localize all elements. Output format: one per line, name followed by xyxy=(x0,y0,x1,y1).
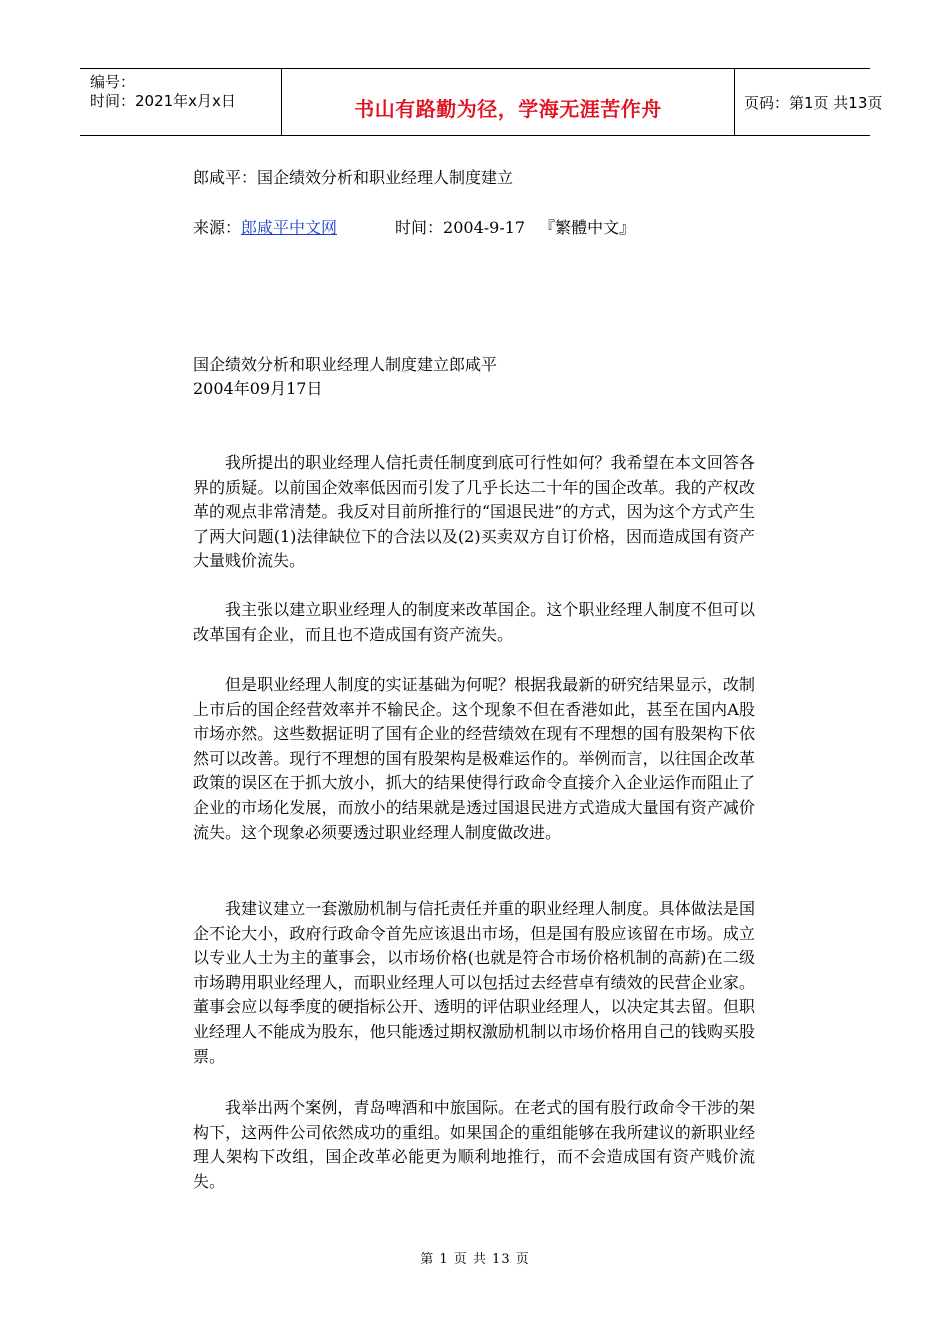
source-link[interactable]: 郎咸平中文网 xyxy=(241,218,338,237)
source-label: 来源： xyxy=(193,218,242,237)
header-info-cell xyxy=(80,69,282,135)
article-title: 郎咸平：国企绩效分析和职业经理人制度建立 xyxy=(193,168,514,187)
article-date: 2004年09月17日 xyxy=(193,379,323,398)
article-meta xyxy=(193,215,635,238)
document-header xyxy=(80,68,883,136)
article-time: 时间：2004-9-17 xyxy=(395,218,526,237)
traditional-chinese-link[interactable]: 『繁體中文』 xyxy=(539,218,636,237)
header-motto-cell xyxy=(282,69,735,135)
paragraph: 但是职业经理人制度的实证基础为何呢？根据我最新的研究结果显示，改制上市后的国企经营效率并不输民企。这个现象不但在香港如此，甚至在国内A股市场亦然。这些数据证明了国有企业的经营绩效在现有不理想的国有股架构下依然可以改善。现行不理想的国有股架构是极难运作的。举例而言，以往国企改革政策的误区在于抓大放小，抓大的结果使得行政命令直接介入企业运作而阻止了企业的市场化发展，而放小的结果就是透过国退民进方式造成大量国有资产减价流失。这个现象必须要透过职业经理人制度做改进。 xyxy=(193,675,755,842)
paragraph: 我举出两个案例，青岛啤酒和中旅国际。在老式的国有股行政命令干涉的架构下，这两件公司依然成功的重组。如果国企的重组能够在我所建议的新职业经理人架构下改组，国企改革必能更为顺利地推行，而不会造成国有资产贱价流失。 xyxy=(193,1098,755,1191)
document-number-label: 编号： xyxy=(90,73,136,91)
paragraph: 我建议建立一套激励机制与信托责任并重的职业经理人制度。具体做法是国企不论大小，政府行政命令首先应该退出市场，但是国有股应该留在市场。成立以专业人士为主的董事会，以市场价格(也就是符合市场价格机制的高薪)在二级市场聘用职业经理人，而职业经理人可以包括过去经营卓有绩效的民营企业家。董事会应以每季度的硬指标公开、透明的评估职业经理人，以决定其去留。但职业经理人不能成为股东，他只能透过期权激励机制以市场价格用自己的钱购买股票。 xyxy=(193,899,755,1066)
page-footer: 第 1 页 共 13 页 xyxy=(420,1252,530,1267)
header-page-cell xyxy=(735,69,883,135)
header-motto: 书山有路勤为径，学海无涯苦作舟 xyxy=(354,97,662,121)
header-page-label: 页码：第1页 共13页 xyxy=(744,94,883,112)
article-subtitle: 国企绩效分析和职业经理人制度建立郎咸平 xyxy=(193,355,498,374)
document-time-label: 时间：2021年x月x日 xyxy=(90,92,236,110)
paragraph: 我主张以建立职业经理人的制度来改革国企。这个职业经理人制度不但可以改革国有企业，而且也不造成国有资产流失。 xyxy=(193,600,755,644)
paragraph: 我所提出的职业经理人信托责任制度到底可行性如何？我希望在本文回答各界的质疑。以前国企效率低因而引发了几乎长达二十年的国企改革。我的产权改革的观点非常清楚。我反对目前所推行的“国退民进”的方式，因为这个方式产生了两大问题(1)法律缺位下的合法以及(2)买卖双方自订价格，因而造成国有资产大量贱价流失。 xyxy=(193,453,755,571)
